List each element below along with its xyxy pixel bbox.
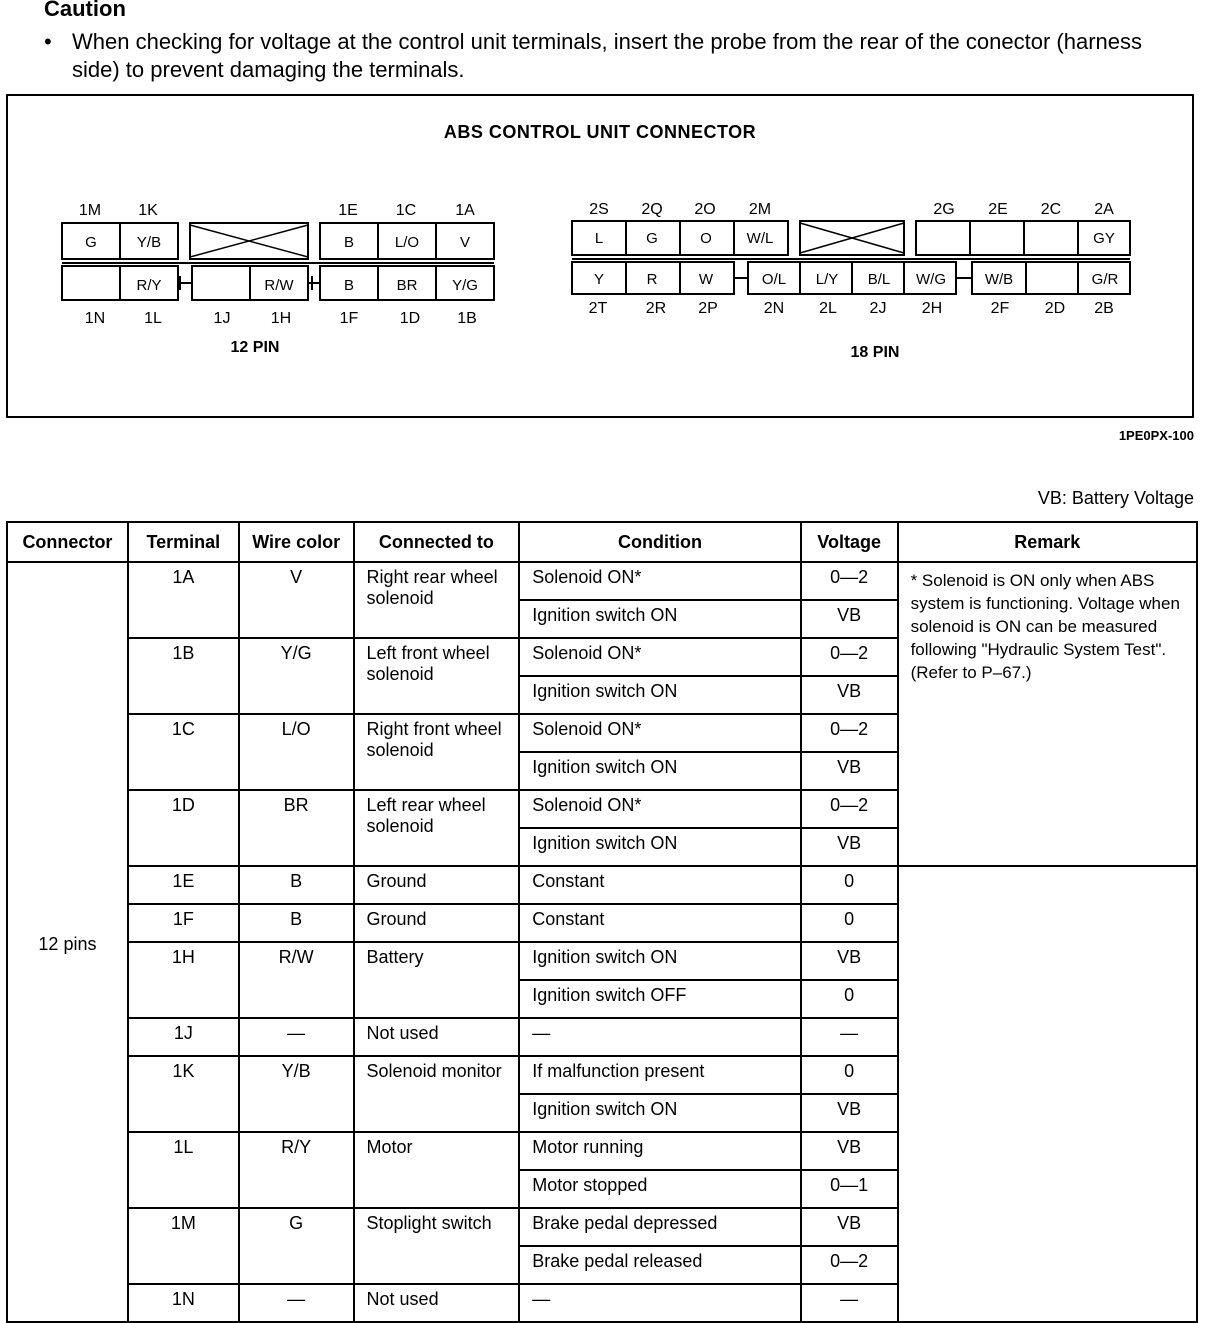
pin-label-1k: 1K — [138, 202, 158, 219]
wire-color-2r: R — [646, 271, 658, 288]
pin-label-2c: 2C — [1040, 201, 1062, 218]
pin-cell-1n — [62, 266, 120, 300]
connected-to-cell: Stoplight switch — [354, 1208, 520, 1284]
pin-label-1f: 1F — [339, 310, 359, 327]
pin-label-2e: 2E — [988, 201, 1008, 218]
terminal-cell: 1C — [128, 714, 239, 790]
voltage-cell: VB — [801, 1208, 898, 1246]
terminal-cell: 1J — [128, 1018, 239, 1056]
caution-text: When checking for voltage at the control unit terminals, insert the probe from the rear of the conector (harness side) to prevent damaging the terminals. — [72, 29, 1142, 82]
voltage-cell: VB — [801, 600, 898, 638]
condition-cell: Brake pedal released — [519, 1246, 800, 1284]
pin-cell-2e — [970, 221, 1024, 255]
pin-label-2h: 2H — [921, 300, 943, 317]
connector-diagram — [0, 0, 1216, 430]
voltage-cell: 0 — [801, 866, 898, 904]
voltage-cell: VB — [801, 1094, 898, 1132]
condition-cell: — — [519, 1284, 800, 1322]
pin-label-2q: 2Q — [641, 201, 663, 218]
wire-color-2s: L — [594, 230, 604, 247]
voltage-cell: VB — [801, 676, 898, 714]
figure-code: 1PE0PX-100 — [1118, 428, 1194, 443]
condition-cell: Solenoid ON* — [519, 714, 800, 752]
wire-color-cell: BR — [239, 790, 354, 866]
pin-label-2d: 2D — [1044, 300, 1066, 317]
voltage-cell: VB — [801, 942, 898, 980]
connected-to-cell: Right rear wheel solenoid — [354, 562, 520, 638]
caution-title: Caution — [44, 0, 126, 21]
pin-label-2j: 2J — [869, 300, 887, 317]
wire-color-2q: G — [646, 230, 658, 247]
connected-to-cell: Left rear wheel solenoid — [354, 790, 520, 866]
pin-label-1e: 1E — [338, 202, 358, 219]
terminal-cell: 1B — [128, 638, 239, 714]
condition-cell: Ignition switch ON — [519, 942, 800, 980]
pin-label-1j: 1J — [213, 310, 231, 327]
condition-cell: Motor running — [519, 1132, 800, 1170]
diagram-title: ABS CONTROL UNIT CONNECTOR — [443, 122, 757, 142]
bullet-icon: • — [44, 29, 52, 54]
pin-label-1b: 1B — [457, 310, 477, 327]
condition-cell: Ignition switch ON — [519, 828, 800, 866]
connected-to-cell: Ground — [354, 866, 520, 904]
wire-color-2j: B/L — [867, 271, 891, 288]
pin-label-1l: 1L — [144, 310, 162, 327]
wire-color-2b: G/R — [1091, 271, 1119, 288]
voltage-cell: VB — [801, 752, 898, 790]
wire-color-1m: G — [85, 234, 97, 251]
condition-cell: Constant — [519, 866, 800, 904]
condition-cell: If malfunction present — [519, 1056, 800, 1094]
condition-cell: Ignition switch ON — [519, 600, 800, 638]
wire-color-cell: — — [239, 1018, 354, 1056]
wire-color-1a: V — [459, 234, 471, 251]
wire-color-2l: L/Y — [815, 271, 839, 288]
terminal-cell: 1D — [128, 790, 239, 866]
terminal-cell: 1M — [128, 1208, 239, 1284]
connected-to-cell: Left front wheel solenoid — [354, 638, 520, 714]
condition-cell: Solenoid ON* — [519, 790, 800, 828]
wire-color-1b: Y/G — [452, 277, 478, 294]
wire-color-cell: Y/B — [239, 1056, 354, 1132]
condition-cell: Ignition switch ON — [519, 676, 800, 714]
condition-cell: Ignition switch ON — [519, 752, 800, 790]
column-header-remark: Remark — [898, 522, 1197, 562]
pin-label-1a: 1A — [455, 202, 475, 219]
pin-cell-2c — [1024, 221, 1078, 255]
condition-cell: — — [519, 1018, 800, 1056]
terminal-cell: 1K — [128, 1056, 239, 1132]
pin-label-2n: 2N — [763, 300, 785, 317]
condition-cell: Solenoid ON* — [519, 562, 800, 600]
pin-label-2f: 2F — [990, 300, 1010, 317]
pin-cell-2d — [1026, 262, 1078, 294]
pin-label-2r: 2R — [645, 300, 667, 317]
terminal-spec-table — [6, 521, 1198, 1323]
wire-color-2p: W — [698, 271, 714, 288]
wire-color-2o: O — [700, 230, 712, 247]
pin-label-2o: 2O — [694, 201, 716, 218]
wire-color-1f: B — [343, 277, 355, 294]
wire-color-cell: G — [239, 1208, 354, 1284]
connected-to-cell: Motor — [354, 1132, 520, 1208]
terminal-cell: 1L — [128, 1132, 239, 1208]
wire-color-2f: W/B — [984, 271, 1014, 288]
voltage-cell: 0 — [801, 1056, 898, 1094]
terminal-cell: 1H — [128, 942, 239, 1018]
pin-label-2t: 2T — [588, 300, 608, 317]
voltage-cell: — — [801, 1018, 898, 1056]
wire-color-cell: R/W — [239, 942, 354, 1018]
wire-color-1l: R/Y — [136, 277, 162, 294]
terminal-cell: 1F — [128, 904, 239, 942]
wire-color-cell: B — [239, 904, 354, 942]
pin-cell-2g — [916, 221, 970, 255]
wire-color-1c: L/O — [394, 234, 420, 251]
voltage-cell: 0—2 — [801, 714, 898, 752]
connector-18-label: 18 PIN — [850, 344, 900, 361]
voltage-cell: 0—2 — [801, 790, 898, 828]
voltage-cell: VB — [801, 1132, 898, 1170]
connected-to-cell: Not used — [354, 1018, 520, 1056]
condition-cell: Constant — [519, 904, 800, 942]
condition-cell: Motor stopped — [519, 1170, 800, 1208]
wire-color-cell: B — [239, 866, 354, 904]
column-header-terminal: Terminal — [128, 522, 239, 562]
pin-label-2b: 2B — [1094, 300, 1114, 317]
column-header-connected-to: Connected to — [354, 522, 520, 562]
terminal-cell: 1A — [128, 562, 239, 638]
wire-color-cell: R/Y — [239, 1132, 354, 1208]
table-row — [7, 562, 1197, 600]
voltage-cell: — — [801, 1284, 898, 1322]
pin-label-1c: 1C — [395, 202, 417, 219]
wire-color-2t: Y — [593, 271, 605, 288]
pin-label-2g: 2G — [933, 201, 955, 218]
terminal-cell: 1N — [128, 1284, 239, 1322]
voltage-cell: 0 — [801, 980, 898, 1018]
wire-color-1k: Y/B — [136, 234, 162, 251]
connected-to-cell: Not used — [354, 1284, 520, 1322]
remark-cell: * Solenoid is ON only when ABS system is functioning. Voltage when solenoid is ON can be measured following "Hydraulic System Test". (Refer to P–67.) — [898, 562, 1197, 866]
voltage-cell: 0—1 — [801, 1170, 898, 1208]
pin-cell-1j — [192, 266, 250, 300]
wire-color-cell: — — [239, 1284, 354, 1322]
table-row — [7, 866, 1197, 904]
condition-cell: Solenoid ON* — [519, 638, 800, 676]
column-header-condition: Condition — [519, 522, 800, 562]
pin-label-1d: 1D — [399, 310, 421, 327]
pin-label-2m: 2M — [748, 201, 772, 218]
connector-cell: 12 pins — [7, 562, 128, 1322]
wire-color-1h: R/W — [264, 277, 294, 294]
connected-to-cell: Right front wheel solenoid — [354, 714, 520, 790]
pin-label-2s: 2S — [589, 201, 609, 218]
pin-label-2p: 2P — [698, 300, 718, 317]
connected-to-cell: Solenoid monitor — [354, 1056, 520, 1132]
voltage-cell: 0—2 — [801, 562, 898, 600]
condition-cell: Ignition switch ON — [519, 1094, 800, 1132]
pin-label-2a: 2A — [1094, 201, 1114, 218]
connector-12-label: 12 PIN — [230, 339, 280, 356]
pin-label-2l: 2L — [819, 300, 837, 317]
pin-label-1h: 1H — [270, 310, 292, 327]
connected-to-cell: Battery — [354, 942, 520, 1018]
condition-cell: Brake pedal depressed — [519, 1208, 800, 1246]
terminal-cell: 1E — [128, 866, 239, 904]
wire-color-2n: O/L — [761, 271, 787, 288]
battery-voltage-note: VB: Battery Voltage — [1037, 488, 1194, 508]
wire-color-cell: V — [239, 562, 354, 638]
wire-color-1e: B — [343, 234, 355, 251]
wire-color-1d: BR — [396, 277, 418, 294]
pin-label-1n: 1N — [84, 310, 106, 327]
connected-to-cell: Ground — [354, 904, 520, 942]
wire-color-2m: W/L — [746, 230, 774, 247]
condition-cell: Ignition switch OFF — [519, 980, 800, 1018]
voltage-cell: 0—2 — [801, 638, 898, 676]
wire-color-cell: Y/G — [239, 638, 354, 714]
voltage-cell: 0 — [801, 904, 898, 942]
column-header-voltage: Voltage — [801, 522, 898, 562]
voltage-cell: VB — [801, 828, 898, 866]
wire-color-2a: GY — [1093, 230, 1115, 247]
column-header-connector: Connector — [7, 522, 128, 562]
wire-color-cell: L/O — [239, 714, 354, 790]
table-header-row — [7, 522, 1197, 562]
column-header-wire-color: Wire color — [239, 522, 354, 562]
voltage-cell: 0—2 — [801, 1246, 898, 1284]
pin-label-1m: 1M — [78, 202, 102, 219]
wire-color-2h: W/G — [916, 271, 946, 288]
remark-cell-empty — [898, 866, 1197, 1322]
